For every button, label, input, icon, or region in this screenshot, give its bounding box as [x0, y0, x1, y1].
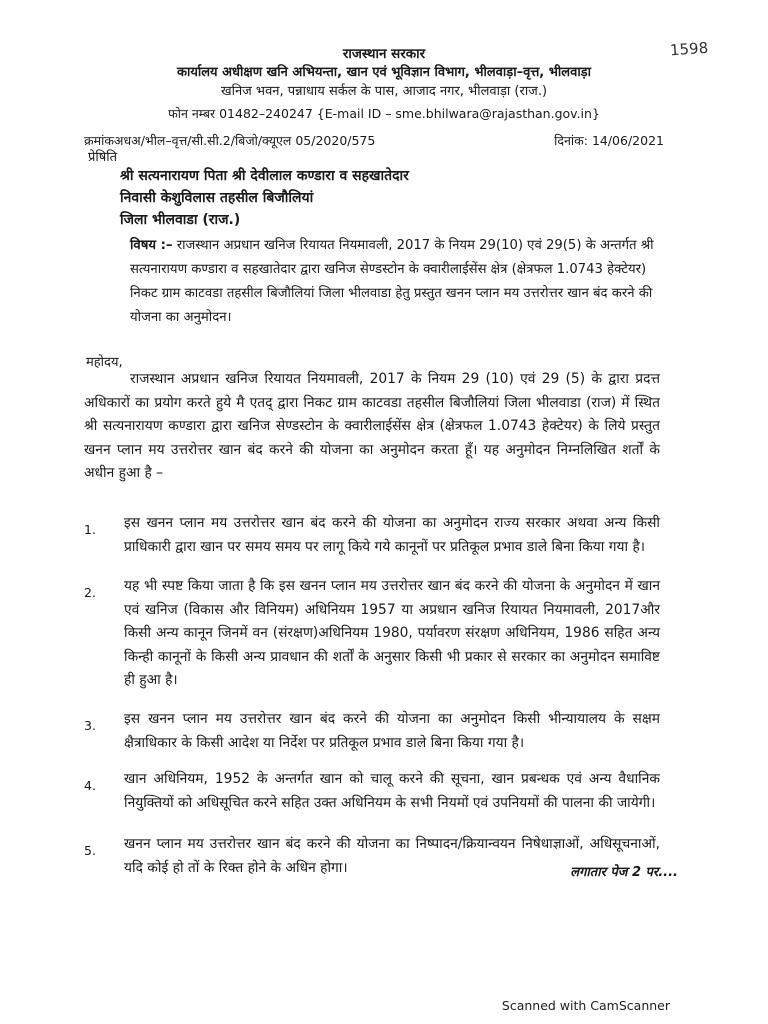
condition-number: 4. [84, 778, 96, 793]
recipient-line-3: जिला भीलवाडा (राज.) [120, 212, 241, 228]
receipt-stamp: 1598 [669, 38, 709, 60]
condition-item [84, 708, 660, 755]
salutation: महोदय, [86, 355, 123, 370]
continued-note: लगातार पेज 2 पर.... [570, 865, 678, 880]
condition-text: खान अधिनियम, 1952 के अन्तर्गत खान को चालू करने की सूचना, खान प्रबन्धक एवं अन्य वैधानिक नियुक्तियों को अधिसूचित करने सहित उक्त अधिनियम के सभी नियमों एवं उपनियमों की पालना की जायेगी। [124, 771, 660, 811]
reference-number: क्रमांकअधअ/भील–वृत्त/सी.सी.2/बिजो/क्यूएल 05/2020/575 [84, 133, 376, 148]
condition-number: 1. [84, 522, 96, 537]
subject-text: राजस्थान अप्रधान खनिज रियायत नियमावली, 2017 के नियम 29(10) एवं 29(5) के अन्तर्गत श्री सत्यनारायण कण्डारा व सहखातेदार द्वारा खनिज सेण्डस्टोन के क्वारीलाईसेंस क्षेत्र (क्षेत्रफल 1.0743 हेक्टेयर) निकट ग्राम काटवडा तहसील बिजौलियां जिला भीलवाडा हेतु प्रस्तुत खनन प्लान मय उत्तरोत्तर खान बंद करने की योजना का अनुमोदन। [130, 238, 654, 325]
condition-number: 2. [84, 585, 96, 600]
reference-line [84, 132, 664, 149]
letter-date: दिनांक: 14/06/2021 [554, 133, 664, 148]
recipient-line-2: निवासी केशुविलास तहसील बिजौलियां [120, 190, 314, 206]
condition-text: यह भी स्पष्ट किया जाता है कि इस खनन प्लान मय उत्तरोत्तर खान बंद करने की योजना के अनुमोदन में खान एवं खनिज (विकास और विनियम) अधिनियम 1957 या अप्रधान खनिज रियायत नियमावली, 2017और किसी अन्य कानून जिनमें वन (संरक्षण)अधिनियम 1980, पर्यावरण संरक्षण अधिनियम, 1986 सहित अन्य किन्ही कानूनों के किसी अन्य प्रावधान की शर्तों के अनुसार किसी भी प्रकार से सरकार का अनुमोदन समाविष्ट ही हुआ है। [124, 578, 660, 688]
government-name: राजस्थान सरकार [342, 46, 426, 62]
condition-item [84, 768, 660, 815]
office-address: खनिज भवन, पन्नाधाय सर्कल के पास, आजाद नगर, भीलवाड़ा (राज.) [220, 84, 548, 99]
condition-item [84, 512, 660, 559]
subject-block [130, 234, 658, 330]
body-paragraph: राजस्थान अप्रधान खनिज रियायत नियमावली, 2017 के नियम 29 (10) एवं 29 (5) के द्वारा प्रदत्त अधिकारों का प्रयोग करते हुये मै एतद् द्वारा निकट ग्राम काटवडा तहसील बिजौलियां जिला भीलवाडा (राज) में स्थित श्री सत्यनारायण कण्डारा द्वारा खनिज सेण्डस्टोन के क्वारीलाईसेंस क्षेत्र (क्षेत्रफल 1.0743 हेक्टेयर) के लिये प्रस्तुत खनन प्लान मय उत्तरोत्तर खान बंद करने की योजना का अनुमोदन करता हूँ। यह अनुमोदन निम्नलिखित शर्तों के अधीन हुआ है – [84, 371, 660, 481]
scanner-watermark: Scanned with CamScanner [501, 998, 670, 1013]
condition-number: 3. [84, 718, 96, 733]
condition-number: 5. [84, 843, 96, 858]
office-name: कार्यालय अधीक्षण खनि अभियन्ता, खान एवं भूविज्ञान विभाग, भीलवाड़ा–वृत्त, भीलवाड़ा [176, 65, 592, 80]
condition-text: खनन प्लान मय उत्तरोत्तर खान बंद करने की योजना का निष्पादन/क्रियान्वयन निषेधाज्ञाओं, अधिसूचनाओं, यदि कोई हो तों के रिक्त होने के अधिन होगा। [124, 836, 660, 876]
condition-item [84, 575, 660, 693]
condition-text: इस खनन प्लान मय उत्तरोत्तर खान बंद करने की योजना का अनुमोदन किसी भीन्यायालय के सक्षम क्षैत्राधिकार के किसी आदेश या निर्देश पर प्रतिकूल प्रभाव डाले बिना किया गया है। [124, 711, 660, 751]
condition-text: इस खनन प्लान मय उत्तरोत्तर खान बंद करने की योजना का अनुमोदन राज्य सरकार अथवा अन्य किसी प्राधिकारी द्वारा खान पर समय समय पर लागू किये गये कानूनों पर प्रतिकूल प्रभाव डाले बिना किया गया है। [124, 515, 660, 555]
subject-label: विषय :– [130, 238, 173, 253]
recipient-prefix: प्रेषिति [88, 150, 118, 165]
recipient-line-1: श्री सत्यनारायण पिता श्री देवीलाल कण्डारा व सहखातेदार [120, 168, 409, 184]
office-contact: फोन नम्बर 01482–240247 {E-mail ID – sme.bhilwara@rajasthan.gov.in} [168, 106, 600, 121]
